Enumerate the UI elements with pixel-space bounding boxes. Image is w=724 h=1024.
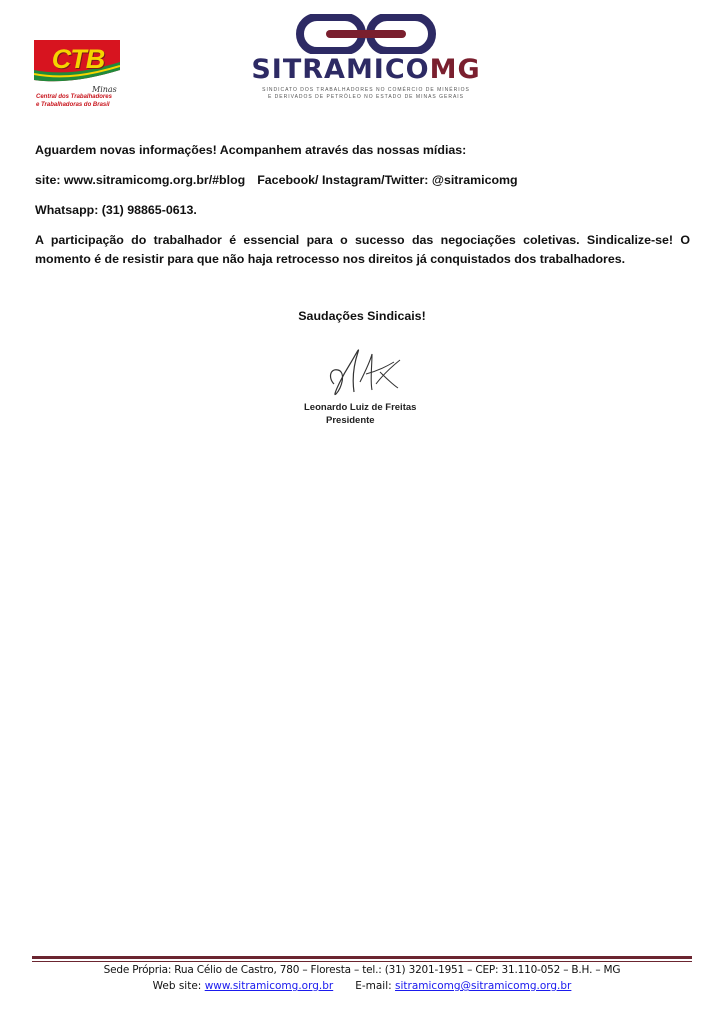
sitramicomg-name xyxy=(236,54,496,85)
ctb-region: Minas xyxy=(92,85,117,94)
sitramicomg-name-main: SITRAMICO xyxy=(251,54,430,85)
footer-address: Sede Própria: Rua Célio de Castro, 780 – Floresta – tel.: (31) 3201-1951 – CEP: 31.110-052 – B.H. – MG xyxy=(103,964,621,976)
sitramicomg-logo xyxy=(236,14,496,98)
signer-name: Leonardo Luiz de Freitas xyxy=(304,402,417,413)
ctb-logo-text: CTB xyxy=(51,44,105,74)
handwritten-signature-icon xyxy=(320,344,410,402)
sitramicomg-description-line1: SINDICATO DOS TRABALHADORES NO COMÉRCIO DE MINÉRIOS xyxy=(262,87,470,93)
chain-link-icon xyxy=(296,14,436,54)
ctb-subtitle-line1: Central dos Trabalhadores xyxy=(36,94,112,100)
info-paragraph: Aguardem novas informações! Acompanhem através das nossas mídias: xyxy=(35,143,467,157)
ctb-subtitle-line2: e Trabalhadoras do Brasil xyxy=(36,102,110,108)
email-label: E-mail: xyxy=(355,980,392,992)
participation-paragraph: A participação do trabalhador é essencial para o sucesso das negociações coletivas. Sindicalize-se! O momento é de resistir para que não haja retrocesso nos direitos já conquistados dos trabalhadores. xyxy=(35,233,690,266)
greeting: Saudações Sindicais! xyxy=(298,309,426,323)
ctb-logo xyxy=(34,40,124,110)
site-text: site: www.sitramicomg.org.br/#blog xyxy=(35,173,246,187)
website-label: Web site: xyxy=(152,980,202,992)
whatsapp-line: Whatsapp: (31) 98865-0613. xyxy=(35,203,197,217)
footer-divider-thin xyxy=(32,961,692,962)
website-link[interactable]: www.sitramicomg.org.br xyxy=(204,980,334,992)
footer-contacts xyxy=(0,980,724,992)
media-line xyxy=(35,171,690,190)
signer-title: Presidente xyxy=(326,415,375,426)
sitramicomg-name-suffix: MG xyxy=(429,54,481,85)
footer-divider xyxy=(32,956,692,959)
signature-block xyxy=(304,344,424,430)
social-text: Facebook/ Instagram/Twitter: @sitramicomg xyxy=(257,173,518,187)
sitramicomg-description-line2: E DERIVADOS DE PETRÓLEO NO ESTADO DE MINAS GERAIS xyxy=(267,94,465,100)
email-link[interactable]: sitramicomg@sitramicomg.org.br xyxy=(395,980,572,992)
